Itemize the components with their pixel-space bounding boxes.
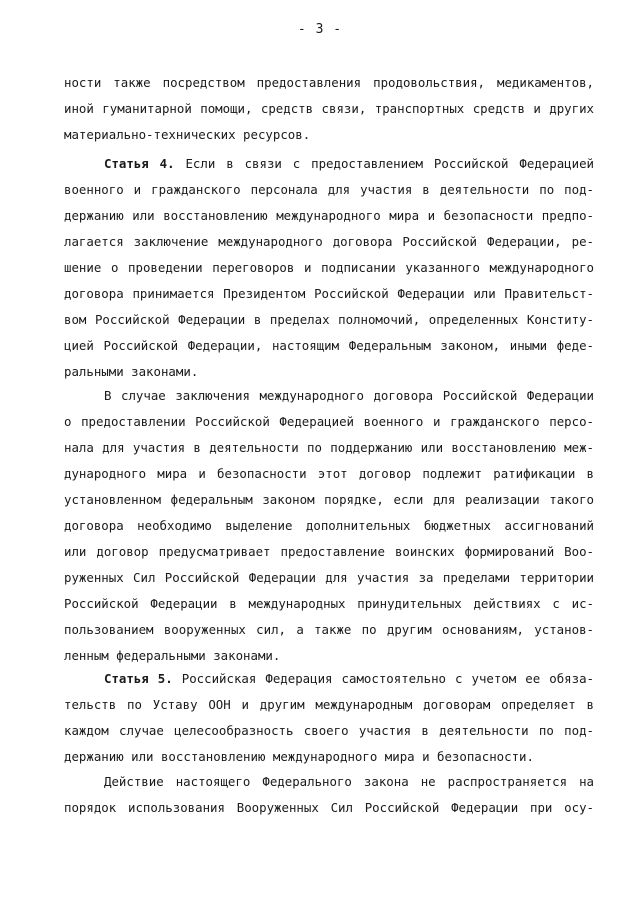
page-number: - 3 - xyxy=(297,22,343,37)
text-line: о предоставлении Российской Федерацией военного и гражданского персо- xyxy=(64,414,594,429)
text-line: лагается заключение международного договора Российской Федерации, ре- xyxy=(64,234,594,249)
article-5-label: Статья 5. xyxy=(104,671,173,686)
text-line: тельств по Уставу ООН и другим международным договорам определяет в xyxy=(64,697,594,712)
article-4-first-line: Если в связи с предоставлением Российской Федерацией xyxy=(174,156,594,171)
text-line: дународного мира и безопасности этот договор подлежит ратификации в xyxy=(64,466,594,481)
text-line: ленным федеральными законами. xyxy=(64,648,281,663)
text-line: Российской Федерации в международных принудительных действиях с ис- xyxy=(64,596,594,611)
text-line xyxy=(64,666,594,692)
text-line: В случае заключения международного договора Российской Федерации xyxy=(104,388,594,403)
text-line: пользованием вооруженных сил, а также по другим основаниям, установ- xyxy=(64,622,594,637)
paragraph-continuation xyxy=(64,70,594,148)
article-5-first-line: Российская Федерация самостоятельно с учетом ее обяза- xyxy=(172,671,594,686)
text-line: держанию или восстановлению международного мира и безопасности. xyxy=(64,749,534,764)
text-line: договора принимается Президентом Российской Федерации или Правительст- xyxy=(64,286,594,301)
text-line: ральными законами. xyxy=(64,364,199,379)
text-line: вом Российской Федерации в пределах полномочий, определенных Конститу- xyxy=(64,312,594,327)
article-4-label: Статья 4. xyxy=(104,156,175,171)
text-line: держанию или восстановлению международного мира и безопасности предпо- xyxy=(64,208,594,223)
article-5-paragraph-2 xyxy=(64,769,594,821)
text-line: руженных Сил Российской Федерации для участия за пределами территории xyxy=(64,570,594,585)
text-line: иной гуманитарной помощи, средств связи, транспортных средств и других xyxy=(64,101,594,116)
article-5 xyxy=(64,666,594,770)
text-line: установленном федеральным законом порядке, если для реализации такого xyxy=(64,492,594,507)
text-line: шение о проведении переговоров и подписании указанного международного xyxy=(64,260,594,275)
article-4-paragraph-2 xyxy=(64,383,594,669)
text-line: Действие настоящего Федерального закона не распространяется на xyxy=(104,774,594,789)
text-line: материально-технических ресурсов. xyxy=(64,127,311,142)
article-4 xyxy=(64,151,594,385)
text-line: порядок использования Вооруженных Сил Российской Федерации при осу- xyxy=(64,800,594,815)
text-line: ности также посредством предоставления продовольствия, медикаментов, xyxy=(64,75,594,90)
text-line: каждом случае целесообразность своего участия в деятельности по под- xyxy=(64,723,594,738)
text-line: или договор предусматривает предоставление воинских формирований Воо- xyxy=(64,544,594,559)
text-line: договора необходимо выделение дополнительных бюджетных ассигнований xyxy=(64,518,594,533)
text-line: военного и гражданского персонала для участия в деятельности по под- xyxy=(64,182,594,197)
text-line xyxy=(64,151,594,177)
text-line: нала для участия в деятельности по поддержанию или восстановлению меж- xyxy=(64,440,594,455)
text-line: цией Российской Федерации, настоящим Федеральным законом, иными феде- xyxy=(64,338,594,353)
